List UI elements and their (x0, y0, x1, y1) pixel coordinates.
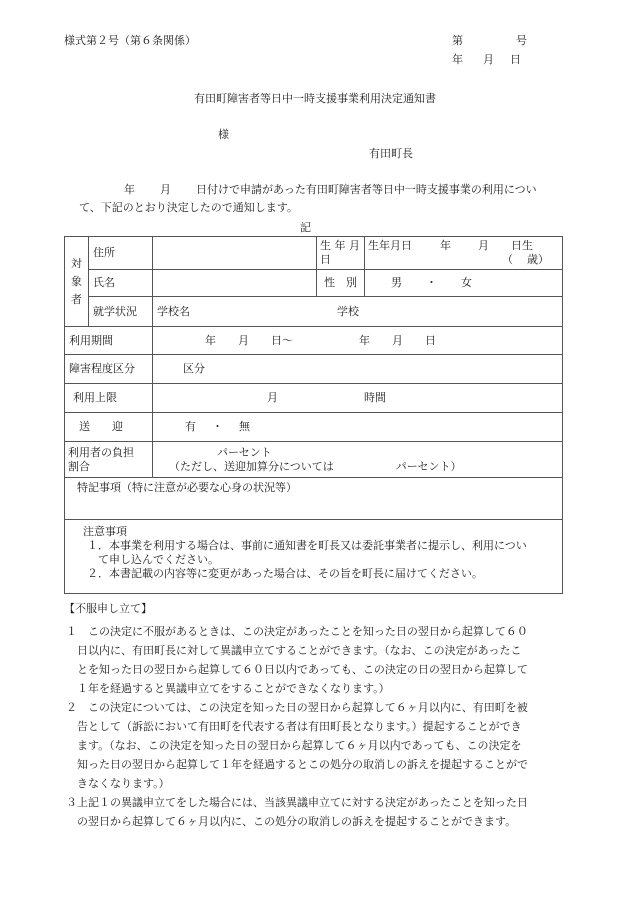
note-line: て申し込んでください。 (87, 553, 219, 566)
sex-female: 女 (461, 276, 472, 289)
objection-line: きなくなります。） (66, 777, 170, 790)
school-label: 就学状況 (89, 297, 153, 327)
objection-line: 日以内に、有田町長に対して異議申立てすることができます。（なお、この決定があったこ (66, 644, 522, 657)
period-label: 利用期間 (65, 327, 153, 355)
target-label: 対 象 者 (65, 237, 89, 327)
objection-line: ます。（なお、この決定を知った日の翌日から起算して６ヶ月以内であっても、この決定を (66, 739, 522, 752)
name-field[interactable] (153, 270, 317, 297)
special-row (65, 478, 563, 520)
limit-field[interactable]: 月 時間 (153, 384, 563, 413)
objection-heading: 【不服申し立て】 (64, 602, 152, 615)
special-label: 特記事項（特に注意が必要な心身の状況等） (77, 481, 297, 494)
name-label: 氏名 (89, 270, 153, 297)
name-row (65, 270, 563, 297)
period-row (65, 327, 563, 355)
objection-line: 知った日の翌日から起算して１年を経過するとこの処分の取消しの訴えを提起することがで (66, 758, 528, 771)
burden-field[interactable]: パーセント （ただし、送迎加算分については パーセント） (153, 442, 563, 478)
sex-male: 男 (391, 276, 402, 289)
sex-field[interactable]: 男 ・ 女 (365, 270, 563, 297)
notes-section (65, 520, 563, 594)
burden-label: 利用者の負担 割合 (65, 442, 153, 478)
transport-label: 送 迎 (65, 413, 153, 442)
objection-line: １ この決定に不服があるときは、この決定があったことを知った日の翌日から起算して６０ (66, 625, 528, 638)
school-field[interactable]: 学校名 学校 (153, 297, 563, 327)
date-day-label: 日 (510, 53, 521, 66)
transport-field[interactable]: 有 ・ 無 (153, 413, 563, 442)
document-number-prefix: 第 (452, 34, 463, 47)
objection-line: 告として（訴訟において有田町を代表する者は有田町長となります。）提起することができ (66, 720, 522, 733)
dob-field[interactable]: 生年月日 年 月 日生 （ 歳） (365, 237, 563, 270)
objection-line: １年を経過すると異議申立てをすることができなくなります。） (66, 682, 390, 695)
limit-label: 利用上限 (65, 384, 153, 413)
address-row (65, 237, 563, 270)
dob-label: 生 年 月 日 (317, 237, 365, 270)
issuer-name: 有田町長 (369, 147, 413, 160)
addressee-suffix: 様 (218, 128, 229, 141)
intro-month: 月 (160, 183, 171, 196)
intro-year: 年 (124, 183, 135, 196)
objection-line: ３上記１の異議申立てをした場合には、当該異議申立てに対する決定があったことを知った日 (66, 796, 528, 809)
school-row (65, 297, 563, 327)
note-line: １．本事業を利用する場合は、事前に通知書を町長又は委託事業者に提示し、利用につい (87, 539, 527, 552)
limit-row (65, 384, 563, 413)
transport-row (65, 413, 563, 442)
objection-line: ２ この決定については、この決定を知った日の翌日から起算して６ヶ月以内に、有田町を被 (66, 701, 528, 714)
document-number-suffix: 号 (516, 34, 527, 47)
disability-row (65, 355, 563, 384)
document-title: 有田町障害者等日中一時支援事業利用決定通知書 (194, 92, 436, 105)
objection-line: の翌日から起算して６ヶ月以内に、この処分の取消しの訴えを提起することができます。 (66, 815, 517, 828)
date-year-label: 年 (452, 53, 463, 66)
period-field[interactable]: 年 月 日〜 年 月 日 (153, 327, 563, 355)
date-month-label: 月 (483, 53, 494, 66)
burden-row (65, 442, 563, 478)
disability-label: 障害程度区分 (65, 355, 153, 384)
intro-text: 日付けで申請があった有田町障害者等日中一時支援事業の利用につい (196, 183, 537, 196)
address-field[interactable] (153, 237, 317, 270)
objection-text (66, 622, 528, 831)
special-field[interactable] (65, 478, 563, 520)
decision-table (64, 236, 563, 594)
intro-line-2: て、下記のとおり決定したので通知します。 (79, 201, 298, 214)
form-number-label: 様式第２号（第６条関係） (64, 34, 196, 47)
disability-field[interactable]: 区分 (153, 355, 563, 384)
ki-heading: 記 (300, 221, 311, 234)
objection-line: とを知った日の翌日から起算して６０日以内であっても、この決定の日の翌日から起算して (66, 663, 528, 676)
note-line: ２．本書記載の内容等に変更があった場合は、その旨を町長に届けてください。 (87, 567, 483, 580)
sex-label: 性 別 (317, 270, 365, 297)
notes-row (65, 520, 563, 594)
address-label: 住所 (89, 237, 153, 270)
notes-title: 注意事項 (83, 525, 127, 538)
